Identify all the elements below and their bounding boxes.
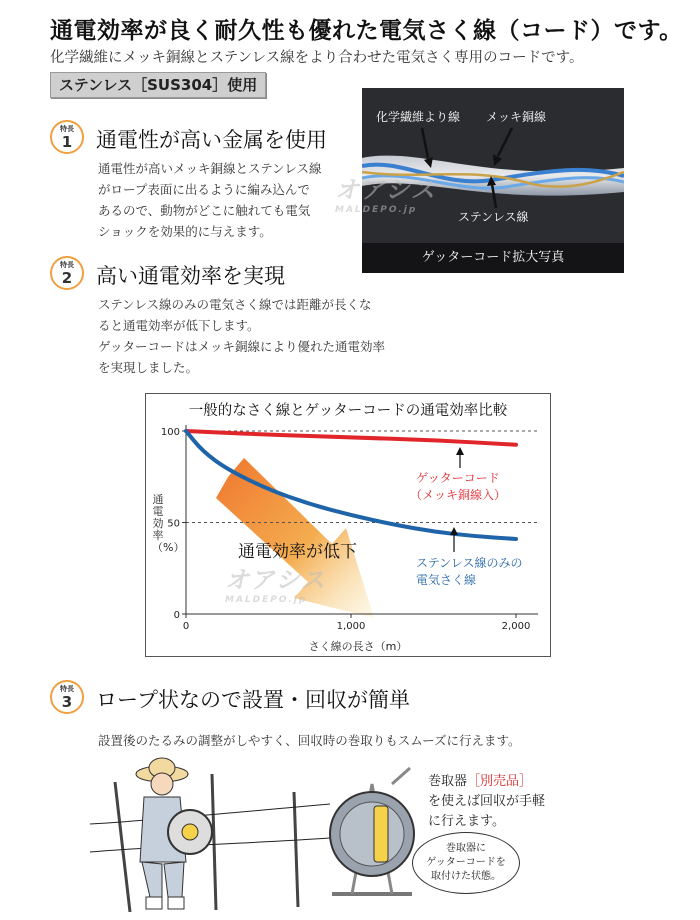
photo-label-copper: メッキ銅線 [486,110,547,124]
chart-pointer-arrows [146,394,552,658]
reel-illustration [322,764,422,904]
farmer-face [151,773,173,795]
photo-label-stainless: ステンレス線 [458,210,529,224]
bubble-line: 巻取器に [446,843,486,854]
efficiency-chart [145,393,551,657]
feature-1-line: あるので、動物がどこに触れても電気 [98,203,311,218]
series-label-getter-line: ゲッターコード [416,471,500,485]
feature-1-badge-label: 特長 [60,125,74,133]
reel-line-1 [428,772,545,792]
series-label-getter-line: （メッキ銅線入） [410,488,507,502]
reel-line-3: に行えます。 [428,814,505,829]
feature-3-text [98,730,521,751]
chart-y-tick-label: 0 [173,610,180,621]
boot [168,897,184,909]
feature-3-badge-label: 特長 [60,685,74,693]
watermark-top [335,170,437,215]
photo-label-fiber: 化学繊維より線 [376,110,461,124]
feature-1-line: ショックを効果的に与えます。 [98,224,272,239]
feature-2-line: ると通電効率が低下します。 [98,318,260,333]
reel-description [428,772,545,832]
feature-1-badge [50,120,84,154]
boot [146,897,162,909]
chart-x-tick-label: 0 [182,621,190,632]
bubble-line: ゲッターコードを [426,857,506,868]
feature-2-badge-number: 2 [61,269,73,287]
reel-name: 巻取器 [428,774,468,789]
series-label-stainless-line: 電気さく線 [416,573,477,587]
feature-3-title: ロープ状なので設置・回収が簡単 [96,688,410,712]
chart-title: 一般的なさく線とゲッターコードの通電効率比較 [188,403,508,419]
chart-y-label: 通電効率（%） [152,493,185,554]
watermark-url: MALDEPO.jp [335,205,418,215]
reel-line-2: を使えば回収が手軽 [428,794,546,809]
feature-1-line: 通電性が高いメッキ銅線とステンレス線 [98,161,322,176]
photo-caption: ゲッターコード拡大写真 [362,243,624,273]
fence-post [294,792,298,907]
feature-2-title: 高い通電効率を実現 [96,264,285,288]
feature-3-line: 設置後のたるみの調整がしやすく、回収時の巻取りもスムーズに行えます。 [98,733,521,748]
series-label-stainless-line: ステンレス線のみの [416,556,523,570]
bubble-line: 取付けた状態。 [431,871,501,882]
feature-1-title: 通電性が高い金属を使用 [96,128,327,152]
feature-1-text [98,158,321,242]
sold-separately-label: ［別売品］ [467,774,533,789]
feature-2-text [98,294,385,378]
farmer-illustration [90,752,330,912]
chart-x-tick-label: 2,000 [501,621,531,632]
feature-2-line: ゲッターコードはメッキ銅線により優れた通電効率 [98,339,386,354]
feature-2-badge-label: 特長 [60,261,74,269]
feature-2-line: ステンレス線のみの電気さく線では距離が長くな [98,297,372,312]
chart-x-tick-label: 1,000 [336,621,366,632]
feature-3-badge-number: 3 [61,693,73,711]
watermark-chart [225,560,327,605]
feature-1-line: がロープ表面に出るように編み込んで [98,182,310,197]
watermark-logo: オアシス [335,176,437,204]
watermark-logo: オアシス [225,566,327,594]
reel-hub [374,806,388,862]
fence-post [212,774,216,910]
chart-annotation: 通電効率が低下 [238,542,357,562]
feature-2-line: を実現しました。 [98,360,199,375]
page-subtitle: 化学繊維にメッキ銅線とステンレス線をより合わせた電気さく専用のコードです。 [50,50,584,66]
reel-speech-bubble [412,832,520,894]
chart-y-tick-label: 50 [167,518,180,530]
material-badge: ステンレス［SUS304］使用 [50,72,266,98]
feature-3-badge [50,680,84,714]
page-title: 通電効率が良く耐久性も優れた電気さく線（コード）です。 [50,18,683,44]
chart-x-label: さく線の長さ（m） [308,640,408,653]
watermark-url: MALDEPO.jp [225,595,308,605]
chart-y-tick-label: 100 [160,427,180,438]
feature-2-badge [50,256,84,290]
feature-1-badge-number: 1 [61,133,73,151]
fence-post [115,782,130,912]
